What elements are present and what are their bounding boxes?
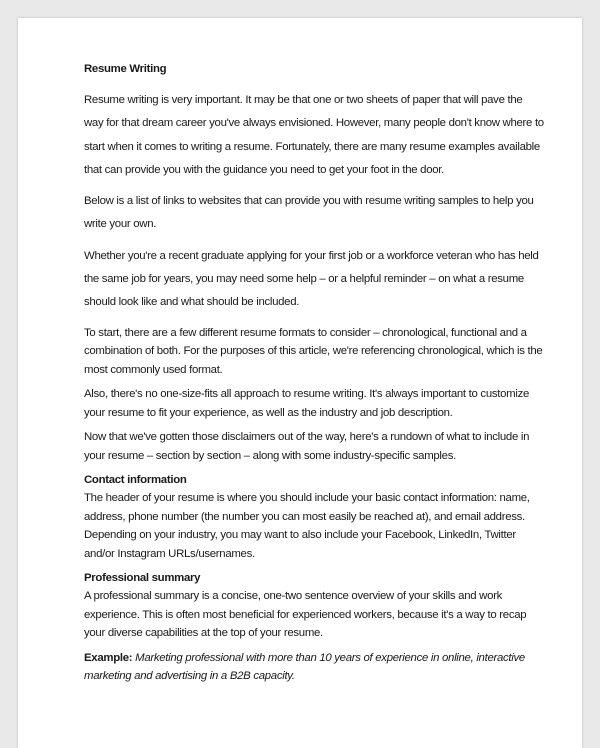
- example-paragraph: [84, 649, 544, 686]
- paragraph-audience: Whether you're a recent graduate applying for your first job or a workforce veteran who has held the same job for years, you may need some help – or a helpful reminder – on what a resume should look like and what should be included.: [84, 249, 539, 309]
- paragraph-intro: Resume writing is very important. It may be that one or two sheets of paper that will pave the way for that dream career you've always envisioned. However, many people don't know where to start when it comes to writing a resume. Fortunately, there are many resume examples available that can provide you with the guidance you need to get your foot in the door.: [84, 94, 544, 176]
- example-text: Marketing professional with more than 10 years of experience in online, interactive marketing and advertising in a B2B capacity.: [84, 651, 525, 683]
- summary-body: A professional summary is a concise, one-two sentence overview of your skills and work experience. This is often most beneficial for experienced workers, because it's a way to recap your diverse capabilities at the top of your resume.: [84, 590, 527, 640]
- paragraph-links: Below is a list of links to websites that can provide you with resume writing samples to help you write your own.: [84, 195, 534, 231]
- document-page: [18, 18, 582, 748]
- summary-heading: Professional summary: [84, 572, 201, 585]
- contact-body: The header of your resume is where you should include your basic contact information: name, address, phone number (the number you can most easily be reached at), and email address. Depending on your industry, you may want to also include your Facebook, LinkedIn, Twitter and/or Instagram URLs/usernames.: [84, 492, 530, 560]
- paragraph-customize: Also, there's no one-size-fits all approach to resume writing. It's always important to customize your resume to fit your experience, as well as the industry and job description.: [84, 388, 529, 419]
- example-label: Example:: [84, 651, 133, 664]
- document-body: [84, 61, 544, 686]
- contact-heading: Contact information: [84, 474, 187, 487]
- document-title: Resume Writing: [84, 63, 167, 75]
- paragraph-formats: To start, there are a few different resume formats to consider – chronological, functional and a combination of both. For the purposes of this article, we're referencing chronological, which is the most commonly used format.: [84, 326, 543, 376]
- paragraph-rundown: Now that we've gotten those disclaimers out of the way, here's a rundown of what to include in your resume – section by section – along with some industry-specific samples.: [84, 431, 530, 462]
